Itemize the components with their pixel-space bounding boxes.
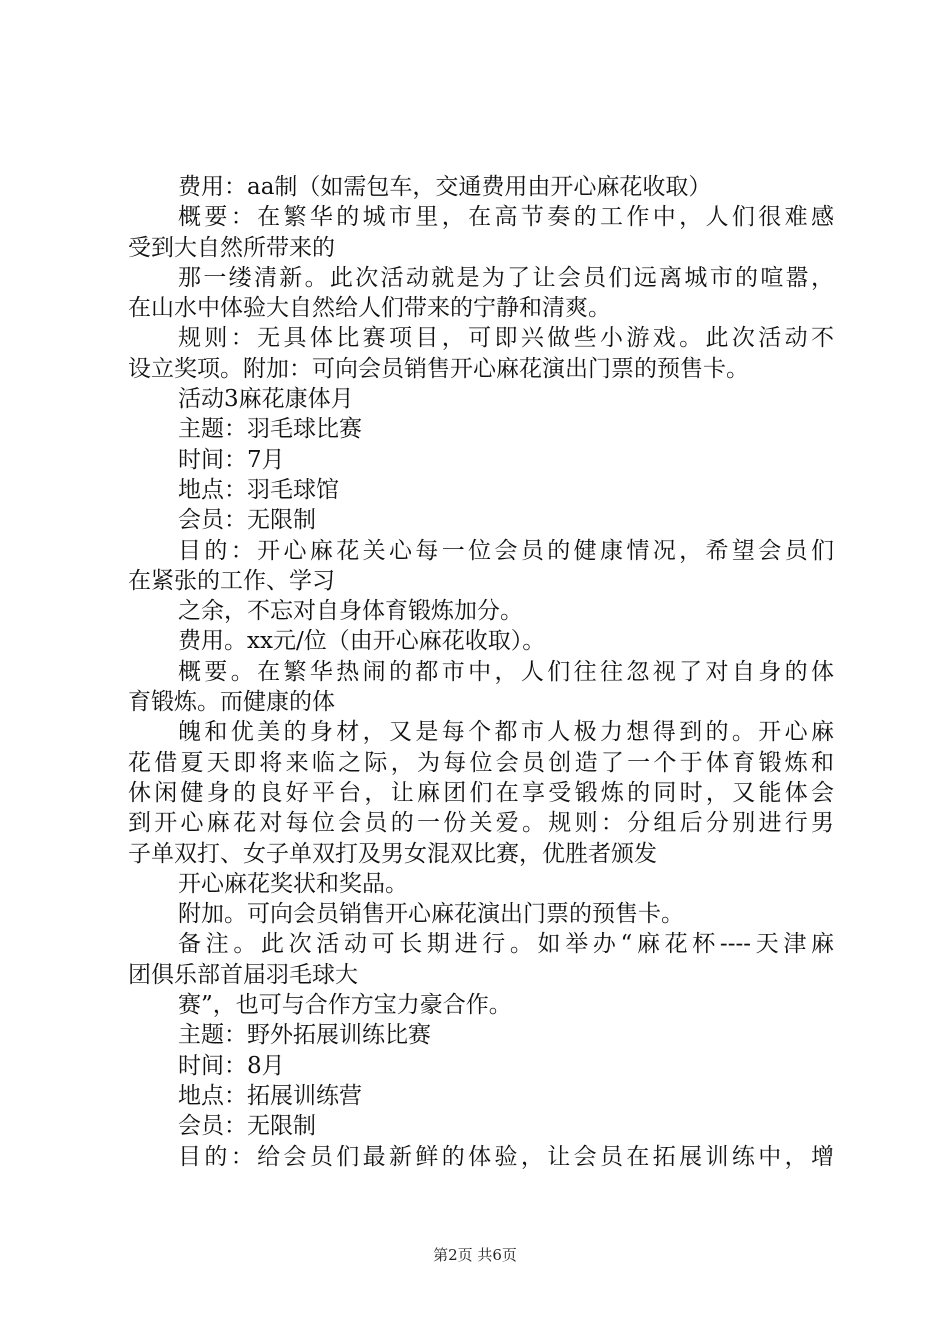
text-line: 团俱乐部首届羽毛球大 [128,961,358,988]
text-line: 赛”，也可与合作方宝力豪合作。 [178,992,512,1019]
text-line: 花借夏天即将来临之际，为每位会员创造了一个于体育锻炼和 [128,749,834,776]
text-line: 目的：开心麻花关心每一位会员的健康情况，希望会员们 [178,537,834,564]
text-line: 概要。在繁华热闹的都市中，人们往往忽视了对自身的体 [178,658,834,685]
text-line: 魄和优美的身材，又是每个都市人极力想得到的。开心麻 [178,719,834,746]
text-line: 附加。可向会员销售开心麻花演出门票的预售卡。 [178,901,684,928]
text-line: 开心麻花奖状和奖品。 [178,870,408,897]
text-line: 会员：无限制 [178,1113,316,1140]
text-line: 规则：无具体比赛项目，可即兴做些小游戏。此次活动不 [178,325,834,352]
text-line: 费用。xx元/位（由开心麻花收取）。 [178,628,546,655]
text-line: 育锻炼。而健康的体 [128,689,335,716]
text-line: 目的：给会员们最新鲜的体验，让会员在拓展训练中，增 [178,1143,834,1170]
text-line: 时间：8月 [178,1052,285,1079]
text-line: 到开心麻花对每位会员的一份关爱。规则：分组后分别进行男 [128,810,834,837]
text-line: 在山水中体验大自然给人们带来的宁静和清爽。 [128,295,611,322]
text-line: 费用：aa制（如需包车，交通费用由开心麻花收取） [178,174,712,200]
text-line: 概要：在繁华的城市里，在高节奏的工作中，人们很难感 [178,204,834,231]
text-line: 主题：羽毛球比赛 [178,416,362,443]
text-line: 备注。此次活动可长期进行。如举办“麻花杯----天津麻 [178,931,834,958]
text-line: 休闲健身的良好平台，让麻团们在享受锻炼的同时，又能体会 [128,779,834,806]
text-line: 在紧张的工作、学习 [128,567,335,594]
text-line: 时间：7月 [178,446,285,473]
text-line: 活动3麻花康体月 [178,386,354,413]
text-line: 设立奖项。附加：可向会员销售开心麻花演出门票的预售卡。 [128,355,749,382]
page-number-footer: 第2页 共6页 [433,1246,517,1264]
text-line: 地点：羽毛球馆 [178,476,339,503]
document-body [128,172,834,1172]
text-line: 子单双打、女子单双打及男女混双比赛，优胜者颁发 [128,840,657,867]
text-line: 会员：无限制 [178,507,316,534]
text-line: 之余，不忘对自身体育锻炼加分。 [178,598,523,625]
text-line: 受到大自然所带来的 [128,234,335,261]
text-line: 主题：野外拓展训练比赛 [178,1022,431,1049]
text-line: 地点：拓展训练营 [178,1082,362,1109]
text-line: 那一缕清新。此次活动就是为了让会员们远离城市的喧嚣， [178,264,834,291]
